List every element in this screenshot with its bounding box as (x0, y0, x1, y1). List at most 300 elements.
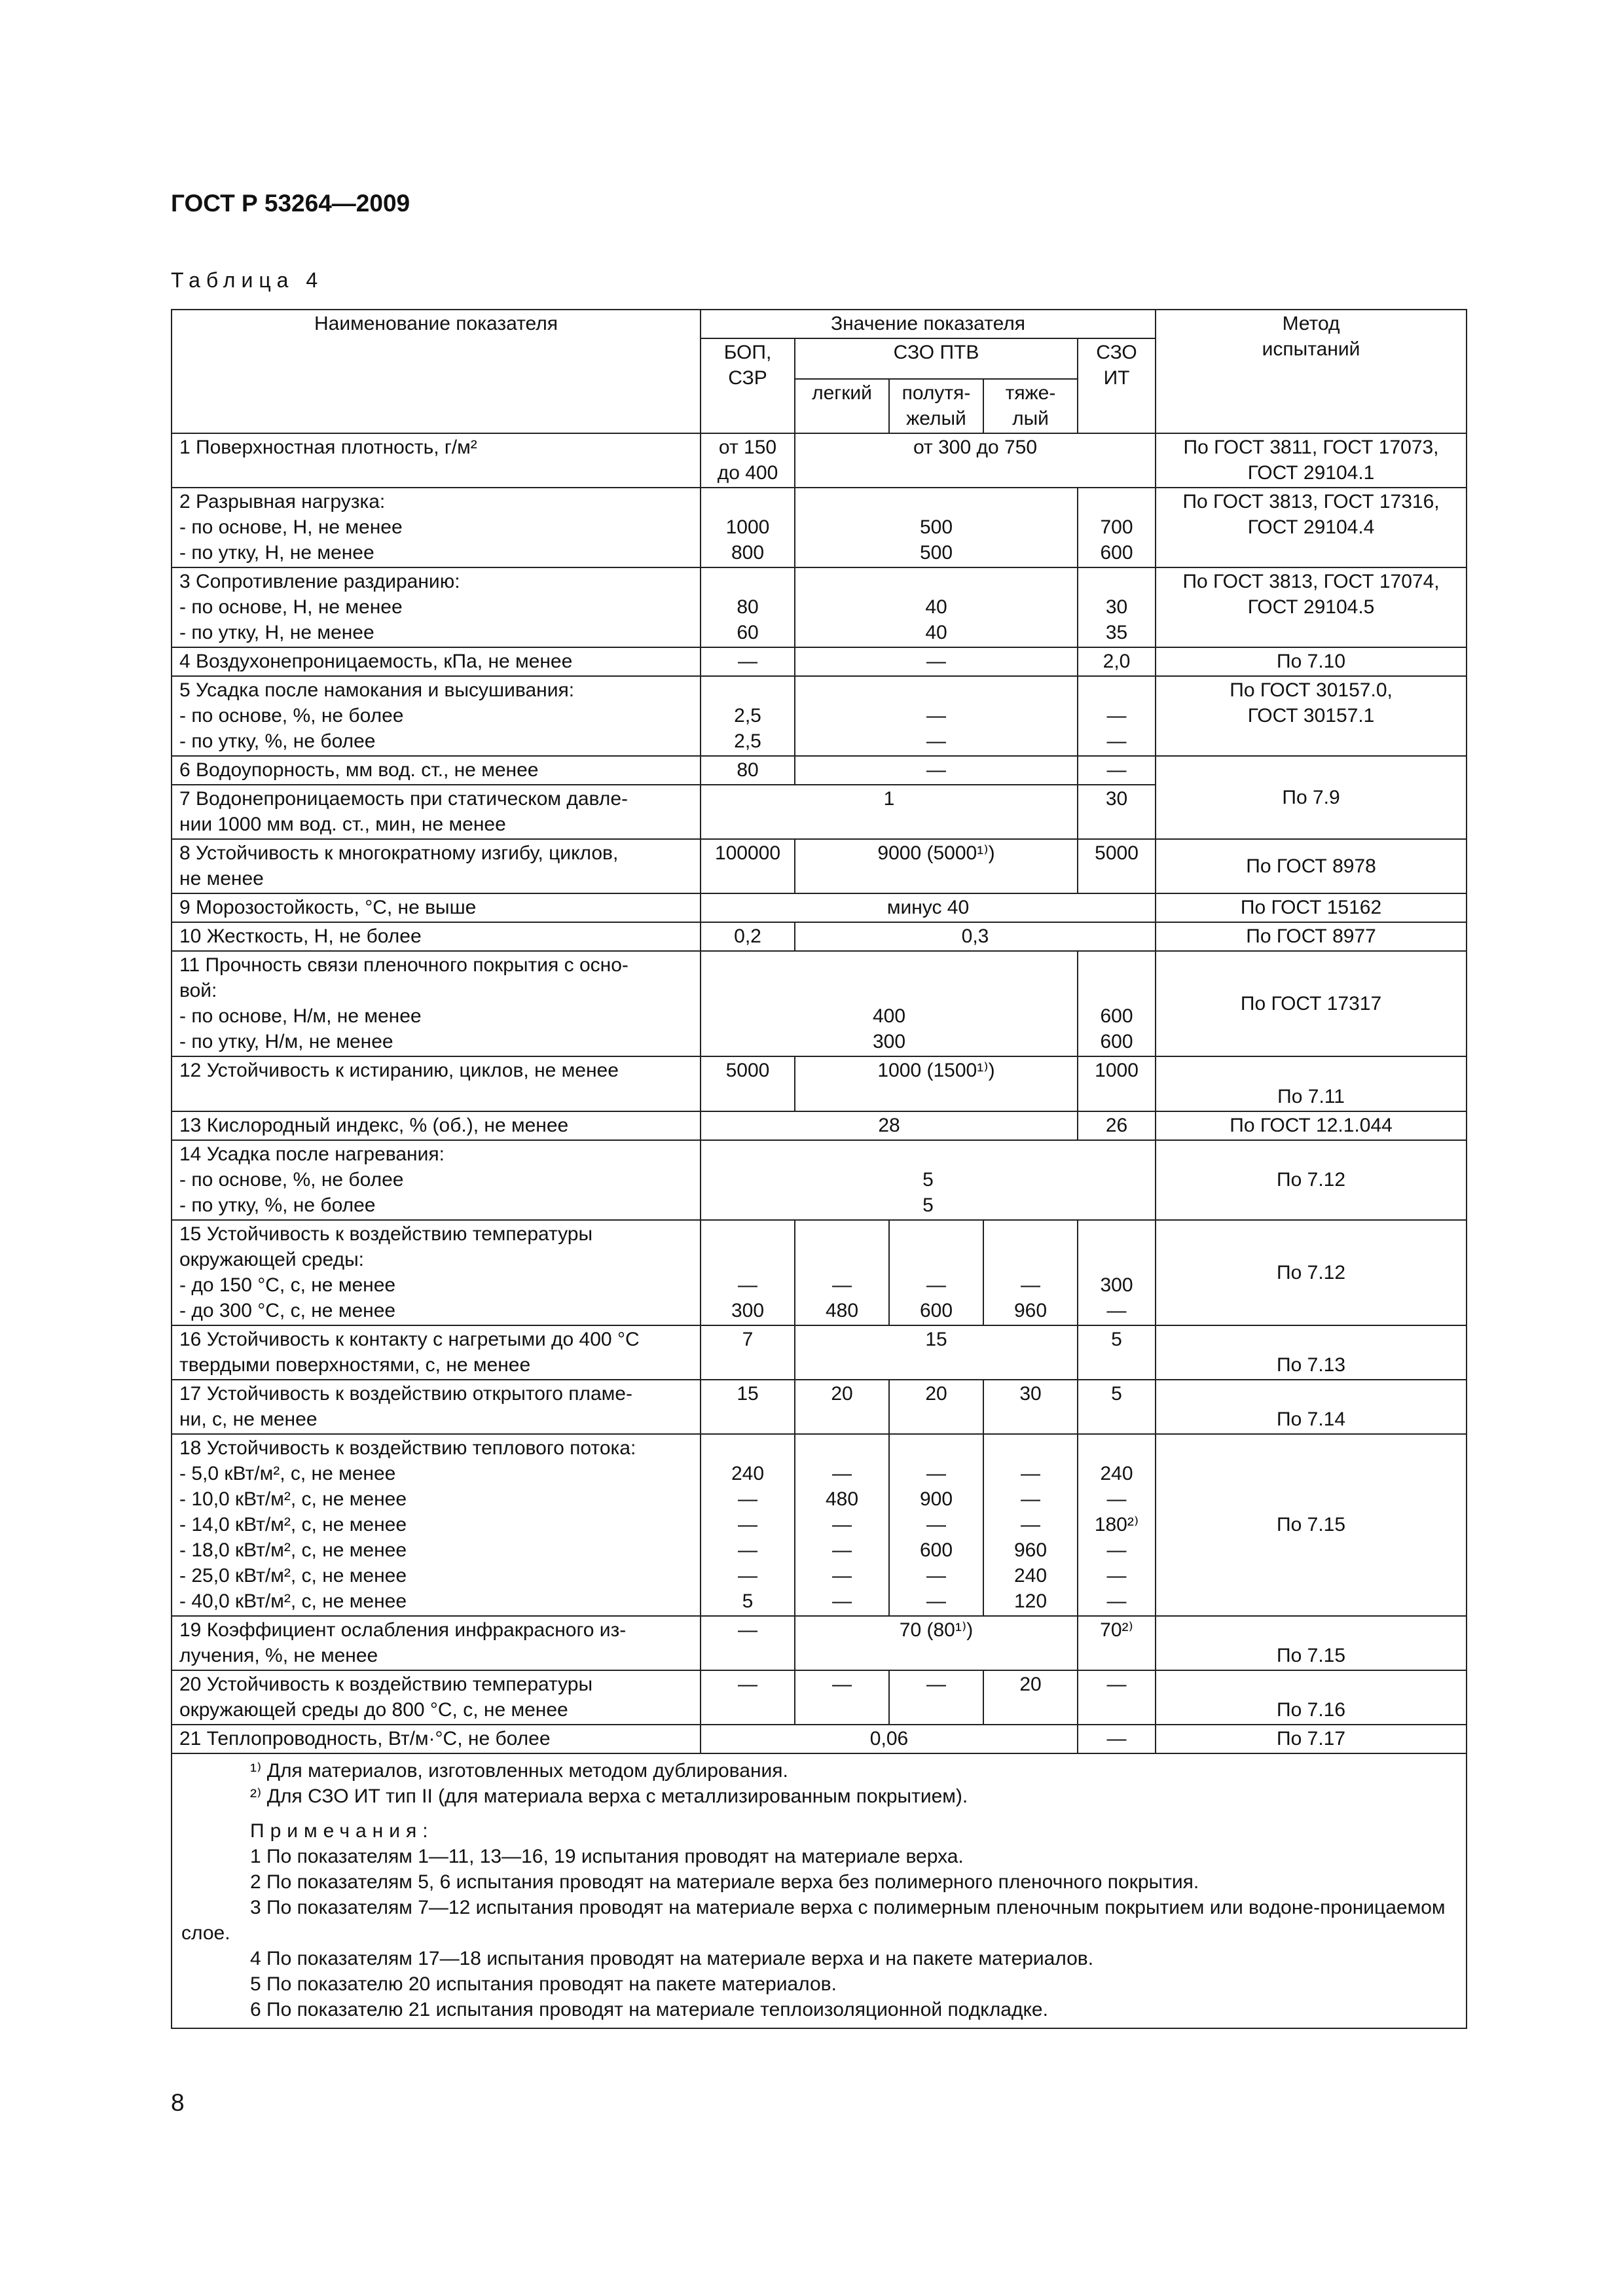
method-line: По 7.12 (1277, 1169, 1346, 1191)
value-line: — (738, 1674, 757, 1695)
method-cell (1156, 676, 1467, 756)
row-name-line: 5 Усадка после намокания и высушивания: (179, 679, 575, 701)
value-line: — (832, 1539, 852, 1561)
value-line: 500 (919, 516, 953, 538)
value-line: — (1106, 730, 1127, 752)
value-cell (701, 1111, 1078, 1140)
header-heavy-line: лый (1012, 408, 1049, 429)
table-row (172, 1725, 1467, 1753)
value-line: 480 (825, 1300, 859, 1321)
row-name-cell (172, 1056, 701, 1111)
table-row (172, 647, 1467, 676)
value-line: — (1106, 1539, 1127, 1561)
header-light-cell (795, 379, 889, 433)
value-cell (701, 1140, 1156, 1220)
value-cell (1078, 1220, 1156, 1325)
method-line: По 7.17 (1277, 1728, 1346, 1749)
table-row (172, 1056, 1467, 1111)
note-item: 5 По показателю 20 испытания проводят на пакете материалов. (250, 1973, 837, 1995)
row-name-line: - по утку, %, не более (179, 1194, 376, 1216)
value-cell (795, 839, 1078, 893)
row-name-line: - по основе, Н, не менее (179, 516, 403, 538)
table-row (172, 893, 1467, 922)
row-name-line: 8 Устойчивость к многократному изгибу, циклов, (179, 842, 619, 864)
header-bop-line: БОП, (723, 342, 772, 363)
header-szo-it-cell (1078, 338, 1156, 433)
value-line: — (738, 1619, 757, 1641)
value-line: от 150 (718, 437, 777, 458)
value-line: 0,3 (961, 925, 989, 947)
value-line: — (738, 1274, 757, 1296)
value-cell (701, 1056, 795, 1111)
value-line (799, 569, 1073, 594)
row-name-line: 14 Усадка после нагревания: (179, 1143, 445, 1165)
value-line: — (738, 1514, 757, 1535)
value-line: — (832, 1565, 852, 1587)
value-line (799, 1247, 884, 1272)
value-line: — (1021, 1274, 1040, 1296)
document-title: ГОСТ Р 53264—2009 (171, 190, 410, 217)
value-line: 5 (742, 1590, 754, 1612)
value-line: 5000 (1095, 842, 1139, 864)
value-cell (1078, 488, 1156, 567)
value-line: — (1106, 1488, 1127, 1510)
value-line: 70 (80¹⁾) (899, 1619, 974, 1641)
header-szo-ptv-cell (795, 338, 1078, 379)
value-line (1082, 1247, 1151, 1272)
value-cell (1078, 567, 1156, 647)
value-cell (701, 756, 795, 785)
method-line: По 7.10 (1277, 651, 1346, 672)
value-line: 500 (919, 542, 953, 564)
method-cell (1156, 567, 1467, 647)
method-line: ГОСТ 29104.5 (1247, 596, 1375, 618)
header-semiheavy-cell (889, 379, 983, 433)
value-cell (795, 567, 1078, 647)
value-cell (983, 1434, 1078, 1616)
value-line: 600 (919, 1539, 953, 1561)
row-name-line: - 14,0 кВт/м², с, не менее (179, 1514, 407, 1535)
header-method-line: испытаний (1262, 338, 1360, 360)
value-line: — (926, 759, 946, 781)
method-cell (1156, 951, 1467, 1056)
value-cell (983, 1380, 1078, 1434)
value-line: — (1106, 1300, 1127, 1321)
value-cell (1078, 1434, 1156, 1616)
value-line: — (926, 1565, 946, 1587)
method-cell (1156, 488, 1467, 567)
value-line: 0,06 (869, 1728, 909, 1749)
value-line: 800 (731, 542, 765, 564)
row-name-line: 6 Водоупорность, мм вод. ст., не менее (179, 759, 539, 781)
row-name-line: 21 Теплопроводность, Вт/м·°С, не более (179, 1728, 551, 1749)
value-line (1082, 1435, 1151, 1461)
value-line: — (926, 1674, 946, 1695)
table-row (172, 1670, 1467, 1725)
value-cell (795, 1056, 1078, 1111)
value-line: 26 (1105, 1115, 1128, 1136)
method-cell (1156, 1220, 1467, 1325)
table-row (172, 1140, 1467, 1220)
value-cell (701, 1670, 795, 1725)
method-cell (1156, 1616, 1467, 1670)
method-line: ГОСТ 29104.4 (1247, 516, 1375, 538)
value-line: 400 (872, 1005, 906, 1027)
value-line: — (1021, 1463, 1040, 1484)
value-cell (701, 488, 795, 567)
row-name-line: - по основе, Н/м, не менее (179, 1005, 422, 1027)
value-line: 480 (825, 1488, 859, 1510)
value-cell (1078, 1725, 1156, 1753)
value-cell (795, 433, 1156, 488)
note-item: 6 По показателю 21 испытания проводят на материале теплоизоляционной подкладке. (250, 1999, 1048, 2020)
value-cell (795, 1325, 1078, 1380)
value-cell (795, 1616, 1078, 1670)
value-line: 28 (878, 1115, 900, 1136)
value-line: 600 (1100, 1005, 1133, 1027)
value-line (988, 1435, 1073, 1461)
value-line: — (1106, 1674, 1127, 1695)
value-line: 300 (731, 1300, 765, 1321)
value-line: 20 (925, 1383, 947, 1405)
value-line (1082, 489, 1151, 514)
value-cell (1078, 1325, 1156, 1380)
method-line: По 7.14 (1277, 1408, 1346, 1430)
value-line: — (832, 1514, 852, 1535)
value-line: 120 (1013, 1590, 1048, 1612)
row-name-line: - 40,0 кВт/м², с, не менее (179, 1590, 407, 1612)
table-row (172, 922, 1467, 951)
method-line: По 7.15 (1277, 1514, 1346, 1535)
row-name-line: - 5,0 кВт/м², с, не менее (179, 1463, 396, 1484)
value-line: — (832, 1463, 852, 1484)
value-line: — (926, 1590, 946, 1612)
value-line: 20 (831, 1383, 853, 1405)
value-cell (983, 1220, 1078, 1325)
value-line (799, 1435, 884, 1461)
value-line: 5 (922, 1194, 934, 1216)
header-szo-it-line: СЗО (1096, 342, 1137, 363)
table-row (172, 1616, 1467, 1670)
table-row (172, 1380, 1467, 1434)
method-cell (1156, 1725, 1467, 1753)
row-name-line: - 25,0 кВт/м², с, не менее (179, 1565, 407, 1587)
row-name-cell (172, 922, 701, 951)
table-row (172, 756, 1467, 785)
row-name-cell (172, 676, 701, 756)
value-cell (701, 433, 795, 488)
value-line: 600 (1100, 542, 1133, 564)
method-cell (1156, 1670, 1467, 1725)
row-name-line: - по утку, Н, не менее (179, 542, 374, 564)
value-line: 15 (737, 1383, 759, 1405)
value-line (1082, 1221, 1151, 1247)
value-cell (701, 647, 795, 676)
header-name: Наименование показателя (314, 313, 558, 334)
value-cell (795, 922, 1156, 951)
value-cell (701, 1725, 1078, 1753)
value-line: 30 (1105, 596, 1128, 618)
row-name-cell (172, 1616, 701, 1670)
value-line: 300 (872, 1031, 906, 1052)
row-name-line: 4 Воздухонепроницаемость, кПа, не менее (179, 651, 573, 672)
footnote: ²⁾ Для СЗО ИТ тип II (для материала верха с металлизированным покрытием). (250, 1785, 968, 1807)
row-name-line: - до 300 °С, с, не менее (179, 1300, 396, 1321)
value-line (705, 1247, 790, 1272)
value-line: 960 (1013, 1539, 1048, 1561)
value-cell (701, 1325, 795, 1380)
row-name-line: 19 Коэффициент ослабления инфракрасного из- (179, 1619, 627, 1641)
row-name-line: 11 Прочность связи пленочного покрытия с осно- (179, 954, 629, 976)
value-cell (701, 785, 1078, 839)
row-name-cell (172, 1220, 701, 1325)
value-line: — (832, 1590, 852, 1612)
row-name-line: - по основе, %, не более (179, 705, 404, 726)
method-line: По ГОСТ 17317 (1240, 992, 1382, 1014)
value-line: 80 (737, 596, 759, 618)
value-cell (983, 1670, 1078, 1725)
value-line: — (738, 1539, 757, 1561)
row-name-line: 13 Кислородный индекс, % (об.), не менее (179, 1115, 569, 1136)
value-cell (701, 951, 1078, 1056)
value-line: 700 (1100, 516, 1133, 538)
value-line: — (1106, 759, 1127, 781)
value-line: 70²⁾ (1100, 1619, 1133, 1641)
value-line: 1000 (1500¹⁾) (877, 1060, 995, 1081)
footnotes-row (172, 1753, 1467, 2028)
row-name-cell (172, 1380, 701, 1434)
value-cell (701, 676, 795, 756)
value-line: — (926, 1514, 946, 1535)
value-cell (1078, 1616, 1156, 1670)
method-cell (1156, 1325, 1467, 1380)
value-line: 240 (1013, 1565, 1048, 1587)
table-row (172, 839, 1467, 893)
method-line: По ГОСТ 3811, ГОСТ 17073, (1183, 437, 1439, 458)
method-line: По 7.15 (1277, 1645, 1346, 1666)
value-line: — (738, 1565, 757, 1587)
value-line: 5 (922, 1169, 934, 1191)
value-cell (1078, 756, 1156, 785)
value-cell (701, 1434, 795, 1616)
row-name-cell (172, 1111, 701, 1140)
row-name-line: окружающей среды до 800 °С, с, не менее (179, 1699, 568, 1721)
value-cell (889, 1380, 983, 1434)
value-cell (1078, 839, 1156, 893)
value-line (705, 1141, 1151, 1167)
row-name-line: 20 Устойчивость к воздействию температуры (179, 1674, 593, 1695)
value-line (705, 1221, 790, 1247)
header-semiheavy-line: желый (906, 408, 966, 429)
value-cell (795, 1670, 889, 1725)
value-line (1082, 952, 1151, 978)
footnote: ¹⁾ Для материалов, изготовленных методом дублирования. (250, 1760, 788, 1782)
value-line: — (926, 730, 946, 752)
method-line: По ГОСТ 8977 (1246, 925, 1376, 947)
row-name-line: 9 Морозостойкость, °С, не выше (179, 897, 477, 918)
value-cell (701, 1220, 795, 1325)
value-line (894, 1247, 979, 1272)
header-semiheavy-line: полутя- (902, 382, 971, 404)
value-line: — (926, 1274, 946, 1296)
header-method-line: Метод (1282, 313, 1340, 334)
value-line (705, 1435, 790, 1461)
value-line: минус 40 (886, 897, 970, 918)
row-name-cell (172, 647, 701, 676)
value-line: — (926, 1463, 946, 1484)
value-line (799, 489, 1073, 514)
table-row (172, 567, 1467, 647)
value-line: 900 (919, 1488, 953, 1510)
value-line: 60 (737, 622, 759, 643)
row-name-cell (172, 1140, 701, 1220)
value-line (705, 489, 790, 514)
header-szo-ptv: СЗО ПТВ (893, 342, 979, 363)
table-row (172, 1434, 1467, 1616)
value-cell (795, 1380, 889, 1434)
row-name-line: 10 Жесткость, Н, не более (179, 925, 422, 947)
row-name-line: - 10,0 кВт/м², с, не менее (179, 1488, 407, 1510)
table-row (172, 1220, 1467, 1325)
value-line (988, 1221, 1073, 1247)
value-cell (795, 756, 1078, 785)
row-name-line: 18 Устойчивость к воздействию теплового потока: (179, 1437, 636, 1459)
method-line: По ГОСТ 15162 (1240, 897, 1382, 918)
header-value-cell (701, 310, 1156, 338)
value-line: — (1106, 1728, 1127, 1749)
row-name-line: 7 Водонепроницаемость при статическом давле- (179, 788, 628, 810)
row-name-cell (172, 567, 701, 647)
value-line: — (1021, 1514, 1040, 1535)
note-item: 4 По показателям 17—18 испытания проводят на материале верха и на пакете материалов. (250, 1948, 1094, 1969)
value-line: — (738, 1488, 757, 1510)
value-line: — (832, 1274, 852, 1296)
method-line: По ГОСТ 12.1.044 (1230, 1115, 1393, 1136)
value-line (799, 677, 1073, 703)
row-name-line: - по утку, Н, не менее (179, 622, 374, 643)
table-row (172, 433, 1467, 488)
header-bop-line: СЗР (728, 367, 767, 389)
value-line: 960 (1013, 1300, 1048, 1321)
row-name-line: лучения, %, не менее (179, 1645, 378, 1666)
row-name-line: 17 Устойчивость к воздействию открытого пламе- (179, 1383, 632, 1405)
header-szo-it-line: ИТ (1103, 367, 1130, 389)
table-row (172, 951, 1467, 1056)
value-cell (1078, 647, 1156, 676)
value-line: 2,0 (1103, 651, 1131, 672)
value-line: 15 (925, 1329, 947, 1350)
value-cell (795, 488, 1078, 567)
value-line: 2,5 (734, 730, 761, 752)
value-line: 1000 (1095, 1060, 1139, 1081)
value-line (1082, 677, 1151, 703)
value-cell (701, 839, 795, 893)
value-line: 300 (1100, 1274, 1133, 1296)
method-line: ГОСТ 30157.1 (1247, 705, 1375, 726)
value-cell (701, 567, 795, 647)
value-line (705, 952, 1073, 978)
method-line: По 7.12 (1277, 1261, 1346, 1283)
method-line: По 7.16 (1277, 1699, 1346, 1721)
method-cell (1156, 1111, 1467, 1140)
value-line (894, 1435, 979, 1461)
row-name-cell (172, 433, 701, 488)
value-line: 600 (919, 1300, 953, 1321)
value-line: 180²⁾ (1094, 1514, 1139, 1535)
value-line: — (1106, 705, 1127, 726)
table-caption: Таблица 4 (171, 268, 324, 292)
value-line (705, 677, 790, 703)
value-line: 30 (1105, 788, 1128, 810)
method-cell (1156, 1434, 1467, 1616)
footnotes-cell (172, 1753, 1467, 2028)
row-name-cell (172, 488, 701, 567)
value-line: 5 (1111, 1383, 1122, 1405)
header-name-cell (172, 310, 701, 433)
value-line (799, 1221, 884, 1247)
row-name-cell (172, 1434, 701, 1616)
method-cell (1156, 647, 1467, 676)
method-cell (1156, 1140, 1467, 1220)
header-method-cell (1156, 310, 1467, 433)
method-line: По 7.13 (1277, 1354, 1346, 1376)
method-line: По ГОСТ 8978 (1246, 855, 1376, 877)
row-name-line: - по основе, Н, не менее (179, 596, 403, 618)
row-name-cell (172, 951, 701, 1056)
value-line: 5000 (725, 1060, 770, 1081)
row-name-cell (172, 1725, 701, 1753)
header-value: Значение показателя (830, 313, 1026, 334)
value-cell (701, 1380, 795, 1434)
value-line: 5 (1111, 1329, 1122, 1350)
value-cell (1078, 1056, 1156, 1111)
value-line (705, 569, 790, 594)
value-line: — (926, 705, 946, 726)
value-cell (1078, 1111, 1156, 1140)
method-line: По ГОСТ 3813, ГОСТ 17074, (1182, 571, 1440, 592)
header-heavy-cell (983, 379, 1078, 433)
row-name-line: 12 Устойчивость к истиранию, циклов, не менее (179, 1060, 619, 1081)
row-name-line: 1 Поверхностная плотность, г/м² (179, 437, 477, 458)
value-line: — (1021, 1488, 1040, 1510)
value-cell (1078, 951, 1156, 1056)
row-name-line: - 18,0 кВт/м², с, не менее (179, 1539, 407, 1561)
row-name-line: 15 Устойчивость к воздействию температуры (179, 1223, 593, 1245)
value-cell (795, 676, 1078, 756)
row-name-line: ни, с, не менее (179, 1408, 318, 1430)
row-name-cell (172, 756, 701, 785)
row-name-line: вой: (179, 980, 217, 1001)
value-line: 7 (742, 1329, 754, 1350)
value-cell (701, 1616, 795, 1670)
row-name-cell (172, 1325, 701, 1380)
row-name-line: нии 1000 мм вод. ст., мин, не менее (179, 814, 506, 835)
value-cell (1078, 1670, 1156, 1725)
value-line (894, 1221, 979, 1247)
value-line: 1 (883, 788, 895, 810)
value-line: — (926, 651, 946, 672)
row-name-line: 2 Разрывная нагрузка: (179, 491, 386, 512)
value-line: 80 (737, 759, 759, 781)
value-line: — (1106, 1565, 1127, 1587)
table-row (172, 1325, 1467, 1380)
value-line (1082, 569, 1151, 594)
value-line (1082, 978, 1151, 1003)
method-line: По ГОСТ 30157.0, (1230, 679, 1393, 701)
value-line: 0,2 (734, 925, 761, 947)
value-line: 100000 (714, 842, 781, 864)
note-item: 1 По показателям 1—11, 13—16, 19 испытания проводят на материале верха. (250, 1846, 964, 1867)
